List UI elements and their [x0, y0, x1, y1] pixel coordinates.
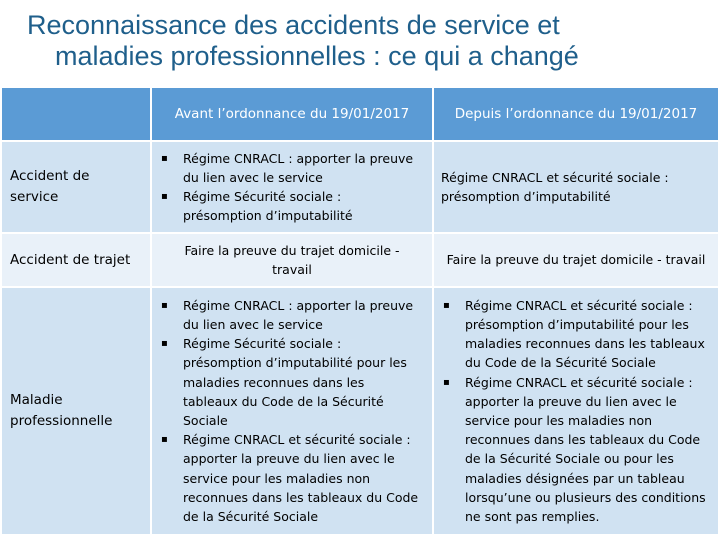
- after-text: [434, 168, 669, 207]
- text-line: Faire la preuve du trajet domicile -: [184, 242, 400, 258]
- header-cell-before: Avant l’ordonnance du 19/01/2017: [152, 88, 432, 140]
- text-line: Régime Sécurité sociale :: [183, 189, 342, 204]
- list-item: [434, 373, 706, 527]
- text-line: Faire la preuve du trajet domicile - travail: [446, 252, 706, 268]
- table-row: [2, 234, 718, 286]
- before-list: [152, 296, 418, 526]
- row-label: [2, 390, 112, 432]
- list-item: [152, 430, 418, 526]
- slide-title-line-1: Reconnaissance des accidents de service et: [27, 10, 560, 40]
- slide-title: [0, 10, 720, 72]
- text-line: Régime CNRACL : apporter la preuve: [183, 297, 414, 313]
- bullet-icon: ▪: [161, 191, 168, 202]
- text-line: Sociale: [183, 413, 228, 428]
- header-cell-empty: [2, 88, 150, 140]
- text-line: tableaux du Code de la Sécurité: [183, 393, 384, 409]
- row-label-line: Accident de: [10, 168, 90, 184]
- after-cell: [434, 142, 718, 232]
- row-label-line: Maladie: [10, 392, 63, 408]
- after-text: [434, 250, 718, 270]
- bullet-icon: ▪: [443, 299, 450, 311]
- table-row: [2, 288, 718, 534]
- table-header-row: [2, 88, 718, 140]
- row-label: [2, 166, 89, 208]
- before-text: [152, 241, 432, 280]
- row-label: [2, 250, 130, 271]
- row-label-cell: [2, 288, 150, 534]
- text-line: ne sont pas remplies.: [465, 509, 600, 525]
- table-row: [2, 142, 718, 232]
- text-line: de la Sécurité Sociale: [183, 509, 319, 525]
- bullet-icon: ▪: [161, 338, 168, 350]
- text-line: du lien avec le service: [183, 169, 323, 185]
- text-line: travail: [272, 262, 312, 277]
- after-cell: [434, 234, 718, 286]
- bullet-icon: ▪: [161, 152, 168, 164]
- text-line: du lien avec le service: [183, 316, 323, 332]
- text-line: apporter la preuve du lien avec le: [183, 451, 395, 467]
- text-line: de la Sécurité Sociale ou pour les: [465, 451, 674, 467]
- text-line: Régime Sécurité sociale :: [183, 336, 342, 352]
- text-line: maladies désignées par un tableau: [465, 470, 685, 486]
- before-list: [152, 149, 413, 226]
- bullet-icon: ▪: [443, 376, 450, 388]
- before-cell: [152, 288, 432, 534]
- list-item: [434, 296, 706, 373]
- bullet-icon: ▪: [161, 434, 168, 446]
- text-line: maladies reconnues dans les tableaux: [465, 336, 705, 352]
- text-line: Régime CNRACL et sécurité sociale :: [183, 432, 411, 448]
- slide-title-line-2: maladies professionnelles : ce qui a changé: [55, 41, 579, 71]
- text-line: du Code de la Sécurité Sociale: [465, 355, 656, 371]
- list-item: [152, 334, 418, 430]
- row-label-cell: [2, 142, 150, 232]
- text-line: maladies reconnues dans les: [183, 374, 365, 390]
- text-line: présomption d’imputabilité pour les: [183, 355, 407, 371]
- text-line: présomption d’imputabilité: [441, 189, 611, 204]
- text-line: apporter la preuve du lien avec le: [465, 393, 677, 409]
- text-line: Régime CNRACL et sécurité sociale :: [465, 374, 693, 390]
- text-line: reconnues dans les tableaux du Code: [465, 432, 701, 448]
- list-item: [152, 296, 418, 334]
- text-line: service pour les maladies non: [465, 413, 653, 428]
- text-line: présomption d’imputabilité: [183, 208, 353, 224]
- row-label-cell: [2, 234, 150, 286]
- bullet-icon: ▪: [161, 299, 168, 311]
- before-cell: [152, 234, 432, 286]
- header-cell-after: Depuis l’ordonnance du 19/01/2017: [434, 88, 718, 140]
- row-label-line: professionnelle: [10, 413, 113, 429]
- after-list: [434, 296, 706, 526]
- text-line: service pour les maladies non: [183, 470, 371, 486]
- text-line: présomption d’imputabilité pour les: [465, 316, 689, 332]
- text-line: reconnues dans les tableaux du Code: [183, 489, 419, 505]
- row-label-line: Accident de trajet: [10, 251, 131, 268]
- text-line: lorsqu’une ou plusieurs des conditions: [465, 489, 706, 505]
- list-item: [152, 187, 413, 225]
- list-item: [152, 149, 413, 187]
- text-line: Régime CNRACL et sécurité sociale :: [465, 297, 693, 313]
- row-label-line: service: [10, 189, 59, 205]
- text-line: Régime CNRACL : apporter la preuve: [183, 150, 414, 166]
- after-cell: [434, 288, 718, 534]
- text-line: Régime CNRACL et sécurité sociale :: [441, 169, 669, 185]
- before-cell: [152, 142, 432, 232]
